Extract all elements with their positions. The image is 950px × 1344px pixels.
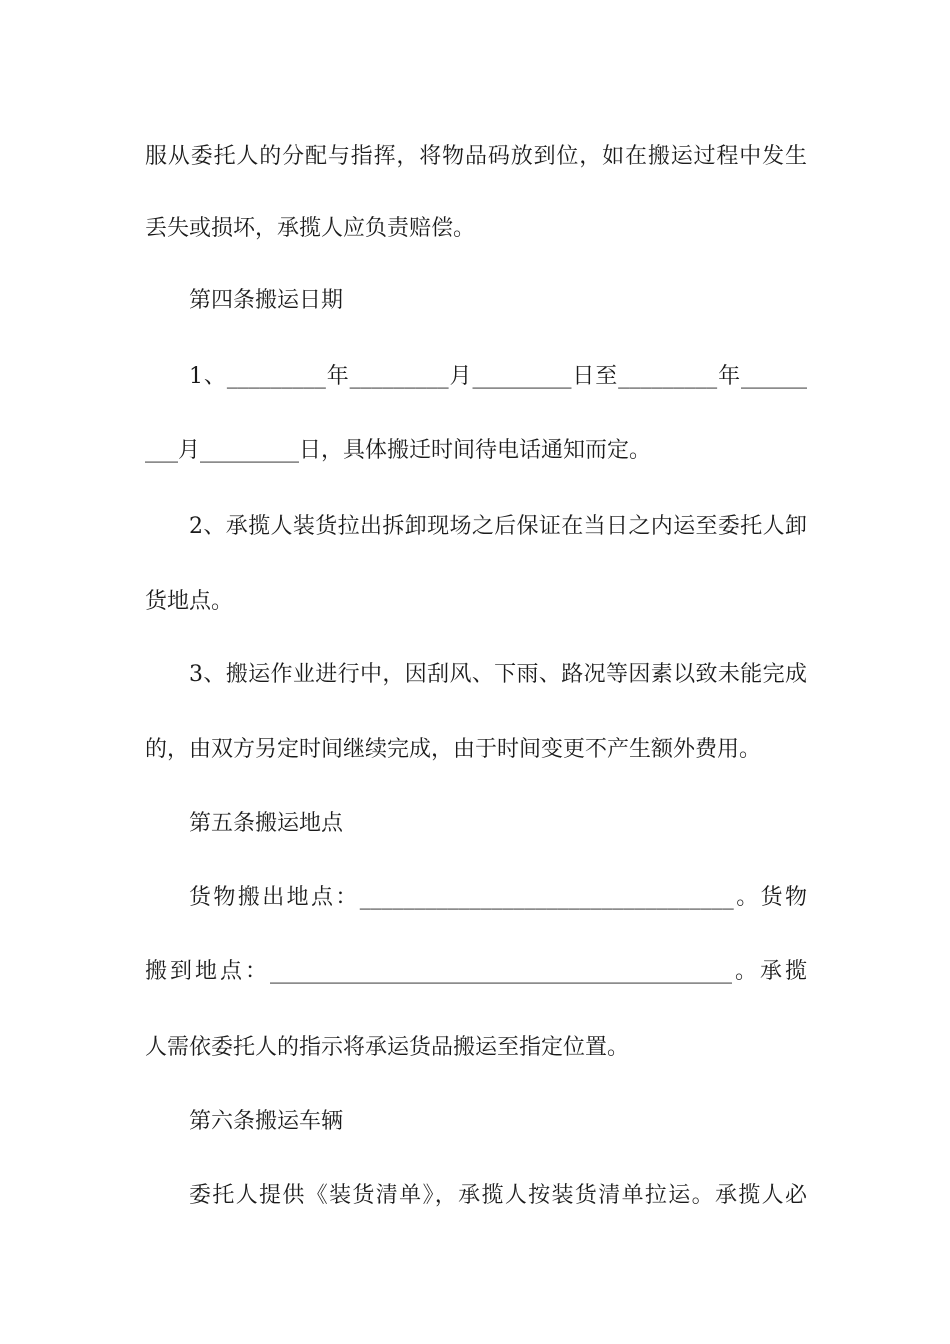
text-line: 货地点。	[145, 589, 234, 614]
text-line: 委托人提供《装货清单》，承揽人按装货清单拉运。承揽人必	[189, 1183, 807, 1208]
section-heading: 第五条搬运地点	[189, 811, 344, 836]
date-fill-line: 1、_________年_________月_________日至_________年______	[189, 364, 807, 389]
text-line: 服从委托人的分配与指挥，将物品码放到位，如在搬运过程中发生	[145, 144, 807, 169]
address-fill-line: 搬到地点：__________________________________________。承揽	[145, 959, 807, 984]
section-heading: 第四条搬运日期	[189, 288, 344, 313]
address-fill-line: 货物搬出地点：__________________________________。货物	[189, 885, 807, 910]
text-line: 丢失或损坏，承揽人应负责赔偿。	[145, 216, 476, 241]
text-line: 的，由双方另定时间继续完成，由于时间变更不产生额外费用。	[145, 737, 762, 762]
text-line: 3、搬运作业进行中，因刮风、下雨、路况等因素以致未能完成	[189, 662, 807, 687]
date-fill-line: ___月_________日，具体搬迁时间待电话通知而定。	[145, 438, 652, 463]
text-line: 2、承揽人装货拉出拆卸现场之后保证在当日之内运至委托人卸	[189, 514, 807, 539]
section-heading: 第六条搬运车辆	[189, 1109, 344, 1134]
text-line: 人需依委托人的指示将承运货品搬运至指定位置。	[145, 1035, 630, 1060]
